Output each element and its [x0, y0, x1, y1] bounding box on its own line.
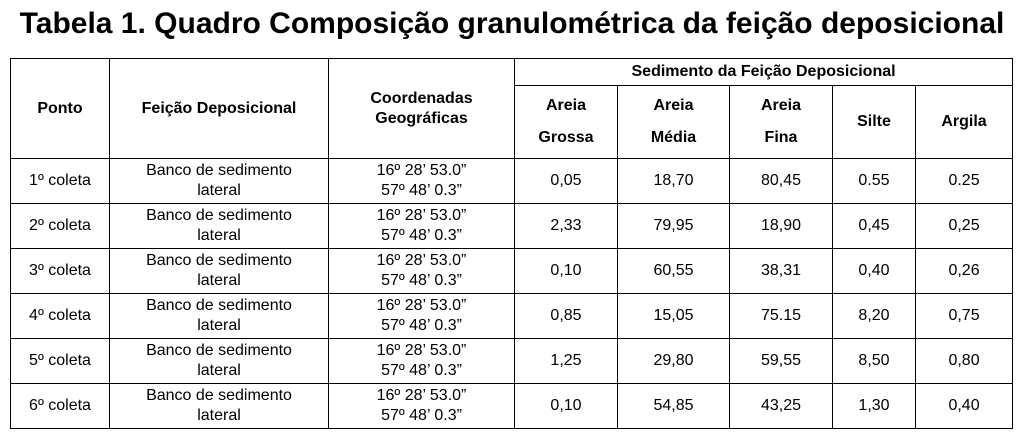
header-feicao-label: Feição Deposicional: [141, 99, 297, 117]
cell-coord-lon: 57º 48’ 0.3”: [381, 227, 462, 244]
cell-silte: 0,45: [833, 204, 916, 249]
cell-silte: 8,20: [833, 294, 916, 339]
cell-coord-lon: 57º 48’ 0.3”: [381, 272, 462, 289]
header-areia-grossa-line-1: Areia: [545, 97, 587, 114]
cell-silte: 0.55: [833, 159, 916, 204]
cell-coordenadas: [329, 384, 515, 429]
cell-silte: 8,50: [833, 339, 916, 384]
cell-areia-media: 15,05: [618, 294, 730, 339]
cell-areia-grossa: 2,33: [515, 204, 618, 249]
cell-argila: 0.25: [916, 159, 1013, 204]
cell-feicao-line-2: lateral: [197, 272, 241, 289]
cell-ponto: 4º coleta: [11, 294, 110, 339]
cell-areia-fina: 75.15: [730, 294, 833, 339]
header-areia-media-line-2: Média: [650, 129, 697, 146]
cell-areia-media: 79,95: [618, 204, 730, 249]
cell-coord-lat: 16º 28’ 53.0”: [376, 162, 467, 179]
cell-coord-lon: 57º 48’ 0.3”: [381, 182, 462, 199]
header-coordenadas-line-2: Geográficas: [375, 109, 468, 127]
cell-areia-grossa: 0,05: [515, 159, 618, 204]
cell-areia-media: 18,70: [618, 159, 730, 204]
header-argila: Argila: [916, 86, 1013, 159]
cell-areia-fina: 38,31: [730, 249, 833, 294]
cell-ponto: 6º coleta: [11, 384, 110, 429]
cell-coord-lat: 16º 28’ 53.0”: [376, 342, 467, 359]
header-ponto: Ponto: [11, 59, 110, 159]
cell-feicao-line-2: lateral: [197, 407, 241, 424]
cell-areia-grossa: 0,10: [515, 384, 618, 429]
cell-feicao-line-1: Banco de sedimento: [146, 162, 292, 179]
cell-coordenadas: [329, 159, 515, 204]
cell-argila: 0,80: [916, 339, 1013, 384]
cell-feicao-line-1: Banco de sedimento: [146, 207, 292, 224]
cell-coord-lon: 57º 48’ 0.3”: [381, 407, 462, 424]
cell-coordenadas: [329, 204, 515, 249]
table-row: [11, 339, 1013, 384]
cell-areia-fina: 59,55: [730, 339, 833, 384]
header-sedimento-group: Sedimento da Feição Deposicional: [515, 59, 1013, 86]
cell-feicao-line-1: Banco de sedimento: [146, 342, 292, 359]
header-silte: Silte: [833, 86, 916, 159]
cell-areia-media: 60,55: [618, 249, 730, 294]
header-areia-media: [618, 86, 730, 159]
cell-argila: 0,26: [916, 249, 1013, 294]
cell-areia-grossa: 0,10: [515, 249, 618, 294]
cell-argila: 0,75: [916, 294, 1013, 339]
cell-feicao: [110, 339, 329, 384]
cell-feicao: [110, 249, 329, 294]
cell-areia-media: 54,85: [618, 384, 730, 429]
cell-areia-fina: 43,25: [730, 384, 833, 429]
cell-feicao-line-2: lateral: [197, 182, 241, 199]
cell-feicao-line-1: Banco de sedimento: [146, 252, 292, 269]
table-row: [11, 159, 1013, 204]
table-row: [11, 384, 1013, 429]
cell-coord-lat: 16º 28’ 53.0”: [376, 207, 467, 224]
cell-feicao-line-2: lateral: [197, 227, 241, 244]
cell-feicao-line-2: lateral: [197, 362, 241, 379]
cell-areia-media: 29,80: [618, 339, 730, 384]
table-row: [11, 204, 1013, 249]
table-title: Tabela 1. Quadro Composição granulométrica da feição deposicional: [19, 7, 1005, 40]
table-row: [11, 249, 1013, 294]
cell-coordenadas: [329, 249, 515, 294]
cell-coord-lon: 57º 48’ 0.3”: [381, 362, 462, 379]
table-row: [11, 294, 1013, 339]
cell-ponto: 2º coleta: [11, 204, 110, 249]
cell-argila: 0,40: [916, 384, 1013, 429]
cell-ponto: 1º coleta: [11, 159, 110, 204]
header-areia-fina: [730, 86, 833, 159]
cell-areia-fina: 18,90: [730, 204, 833, 249]
header-areia-grossa-line-2: Grossa: [538, 129, 594, 146]
cell-coord-lat: 16º 28’ 53.0”: [376, 252, 467, 269]
cell-feicao: [110, 384, 329, 429]
header-areia-fina-line-2: Fina: [764, 129, 798, 146]
cell-silte: 0,40: [833, 249, 916, 294]
cell-coord-lat: 16º 28’ 53.0”: [376, 297, 467, 314]
granulometry-table: [10, 58, 1013, 429]
cell-argila: 0,25: [916, 204, 1013, 249]
cell-feicao: [110, 159, 329, 204]
cell-coord-lon: 57º 48’ 0.3”: [381, 317, 462, 334]
cell-coordenadas: [329, 294, 515, 339]
header-coordenadas: [329, 59, 515, 159]
cell-ponto: 5º coleta: [11, 339, 110, 384]
header-coordenadas-line-1: Coordenadas: [370, 89, 473, 107]
cell-coord-lat: 16º 28’ 53.0”: [376, 387, 467, 404]
cell-feicao-line-1: Banco de sedimento: [146, 387, 292, 404]
cell-feicao-line-2: lateral: [197, 317, 241, 334]
header-areia-grossa: [515, 86, 618, 159]
header-areia-fina-line-1: Areia: [760, 97, 802, 114]
cell-feicao: [110, 204, 329, 249]
cell-areia-grossa: 0,85: [515, 294, 618, 339]
cell-ponto: 3º coleta: [11, 249, 110, 294]
cell-silte: 1,30: [833, 384, 916, 429]
header-areia-media-line-1: Areia: [653, 97, 694, 114]
cell-coordenadas: [329, 339, 515, 384]
header-feicao: [110, 59, 329, 159]
cell-feicao: [110, 294, 329, 339]
cell-areia-grossa: 1,25: [515, 339, 618, 384]
cell-feicao-line-1: Banco de sedimento: [146, 297, 292, 314]
cell-areia-fina: 80,45: [730, 159, 833, 204]
